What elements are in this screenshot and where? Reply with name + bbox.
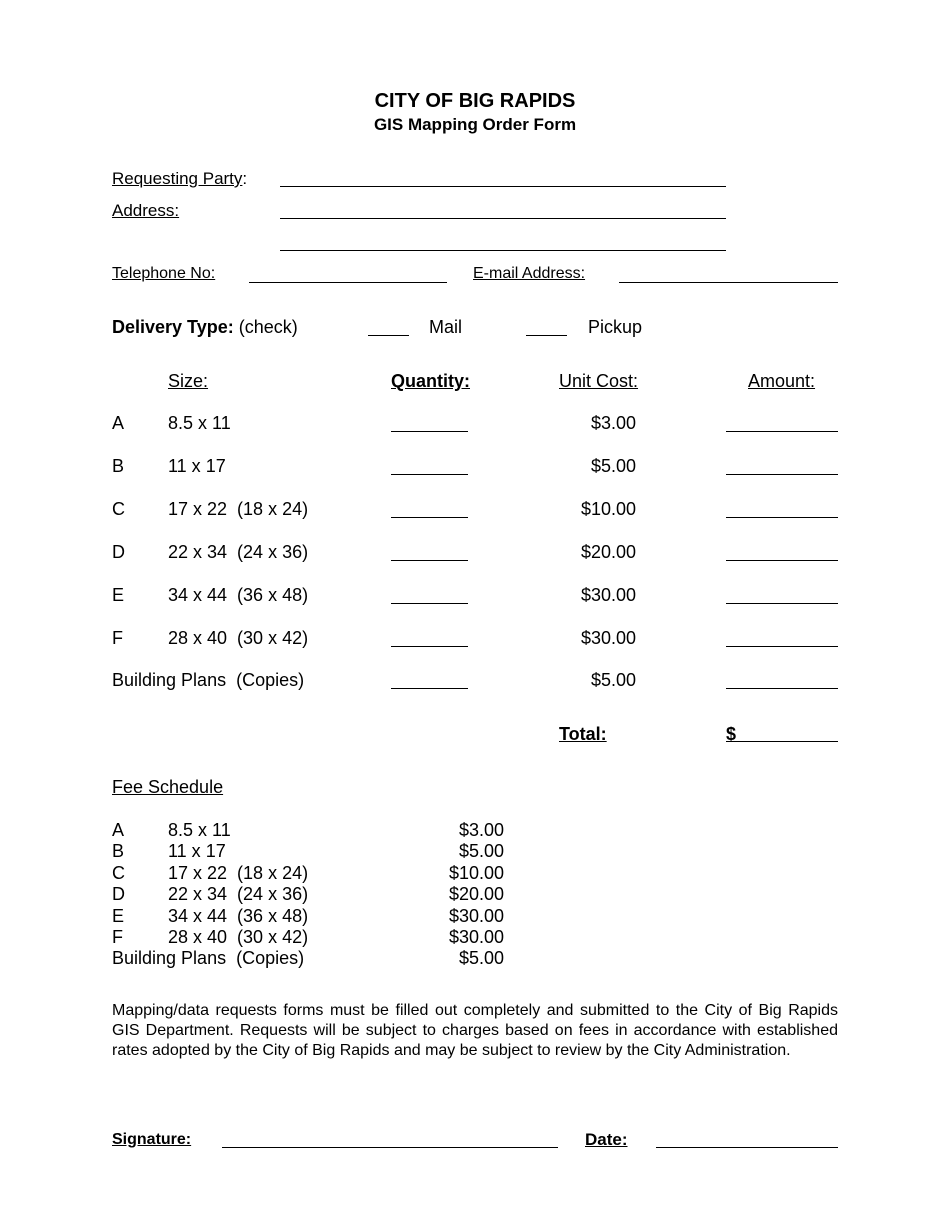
fee-row-e-code: E — [112, 906, 125, 926]
fee-building-plans-label: Building Plans (Copies) — [112, 948, 305, 968]
requesting-party-label: Requesting Party: — [112, 169, 248, 188]
total-currency: $ — [726, 724, 737, 744]
telephone-field[interactable] — [249, 282, 447, 283]
fee-row-d-code: D — [112, 884, 125, 904]
order-row-e-size: 34 x 44 (36 x 48) — [168, 585, 309, 605]
email-label: E-mail Address: — [473, 265, 586, 282]
order-building-plans-quantity-field[interactable] — [391, 688, 468, 689]
address-label: Address: — [112, 201, 180, 220]
order-building-plans-unit-cost: $5.00 — [590, 670, 636, 690]
order-row-b-unit-cost: $5.00 — [590, 456, 636, 476]
fee-building-plans-price: $5.00 — [458, 948, 504, 968]
fee-row-b-price: $5.00 — [458, 841, 504, 861]
order-row-b-code: B — [112, 456, 125, 476]
mail-checkbox-line[interactable] — [368, 335, 409, 336]
fee-row-d-size: 22 x 34 (24 x 36) — [168, 884, 309, 904]
order-row-e-quantity-field[interactable] — [391, 603, 468, 604]
order-row-f-amount-field[interactable] — [726, 646, 838, 647]
address-field-line1[interactable] — [280, 218, 726, 219]
total-amount-field[interactable] — [726, 741, 838, 742]
order-row-b-amount-field[interactable] — [726, 474, 838, 475]
fee-row-f-code: F — [112, 927, 123, 947]
fee-row-b-size: 11 x 17 — [168, 841, 226, 861]
fee-row-f-price: $30.00 — [448, 927, 504, 947]
order-row-d-code: D — [112, 542, 125, 562]
order-row-f-code: F — [112, 628, 123, 648]
order-row-f-quantity-field[interactable] — [391, 646, 468, 647]
fee-schedule-title: Fee Schedule — [112, 777, 224, 797]
fee-row-a-price: $3.00 — [458, 820, 504, 840]
order-row-a-unit-cost: $3.00 — [590, 413, 636, 433]
order-row-e-amount-field[interactable] — [726, 603, 838, 604]
address-field-line2[interactable] — [280, 250, 726, 251]
pickup-checkbox-line[interactable] — [526, 335, 567, 336]
order-row-c-amount-field[interactable] — [726, 517, 838, 518]
page-subtitle: GIS Mapping Order Form — [373, 115, 577, 134]
fee-row-d-price: $20.00 — [448, 884, 504, 904]
delivery-option-pickup: Pickup — [588, 317, 643, 337]
fee-row-e-size: 34 x 44 (36 x 48) — [168, 906, 309, 926]
signature-label: Signature: — [112, 1131, 192, 1148]
requesting-party-field[interactable] — [280, 186, 726, 187]
order-row-d-unit-cost: $20.00 — [580, 542, 636, 562]
fee-row-a-code: A — [112, 820, 125, 840]
order-building-plans-amount-field[interactable] — [726, 688, 838, 689]
signature-field[interactable] — [222, 1147, 558, 1148]
amount-header: Amount: — [748, 371, 816, 391]
order-row-a-code: A — [112, 413, 125, 433]
date-label: Date: — [585, 1130, 628, 1149]
unit-cost-header: Unit Cost: — [559, 371, 639, 391]
order-row-f-unit-cost: $30.00 — [580, 628, 636, 648]
fee-row-c-size: 17 x 22 (18 x 24) — [168, 863, 309, 883]
order-row-c-code: C — [112, 499, 125, 519]
order-row-d-size: 22 x 34 (24 x 36) — [168, 542, 309, 562]
delivery-option-mail: Mail — [429, 317, 463, 337]
fee-row-f-size: 28 x 40 (30 x 42) — [168, 927, 309, 947]
order-row-b-size: 11 x 17 — [168, 456, 226, 476]
order-row-b-quantity-field[interactable] — [391, 474, 468, 475]
order-row-d-amount-field[interactable] — [726, 560, 838, 561]
order-row-e-code: E — [112, 585, 125, 605]
fee-row-c-price: $10.00 — [448, 863, 504, 883]
fee-row-a-size: 8.5 x 11 — [168, 820, 231, 840]
page-title: CITY OF BIG RAPIDS — [374, 90, 576, 112]
size-header: Size: — [168, 371, 209, 391]
total-label: Total: — [559, 724, 607, 744]
order-row-c-unit-cost: $10.00 — [580, 499, 636, 519]
order-row-c-size: 17 x 22 (18 x 24) — [168, 499, 309, 519]
order-building-plans-label: Building Plans (Copies) — [112, 670, 305, 690]
telephone-label: Telephone No: — [112, 265, 216, 282]
date-field[interactable] — [656, 1147, 838, 1148]
order-row-a-quantity-field[interactable] — [391, 431, 468, 432]
order-row-f-size: 28 x 40 (30 x 42) — [168, 628, 309, 648]
quantity-header: Quantity: — [391, 371, 470, 391]
order-row-a-amount-field[interactable] — [726, 431, 838, 432]
delivery-type-label: Delivery Type: (check) — [112, 317, 298, 337]
fee-row-e-price: $30.00 — [448, 906, 504, 926]
order-row-c-quantity-field[interactable] — [391, 517, 468, 518]
notice-paragraph: Mapping/data requests forms must be filled out completely and submitted to the City of Big Rapids GIS Department. Requests will be subject to charges based on fees in accordance with established rates adopted by the City of Big Rapids and may be subject to review by the City Administration. — [112, 1002, 838, 1059]
fee-row-c-code: C — [112, 863, 125, 883]
email-field[interactable] — [619, 282, 838, 283]
order-row-a-size: 8.5 x 11 — [168, 413, 231, 433]
fee-row-b-code: B — [112, 841, 125, 861]
order-row-d-quantity-field[interactable] — [391, 560, 468, 561]
order-row-e-unit-cost: $30.00 — [580, 585, 636, 605]
